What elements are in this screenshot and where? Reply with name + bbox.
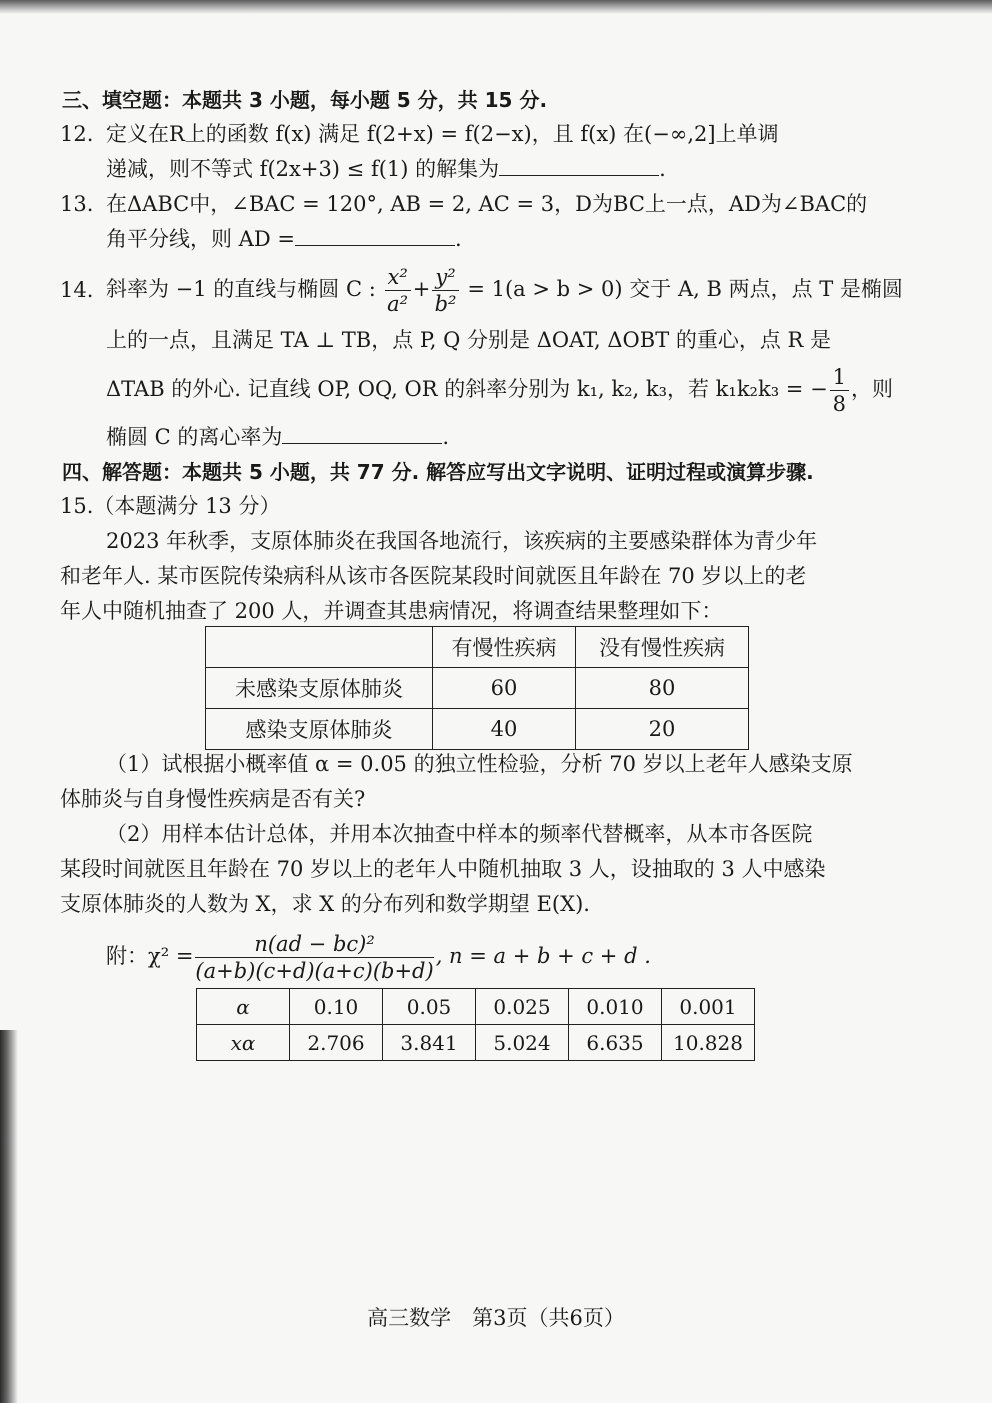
table-header-cell: 没有慢性疾病 [576, 627, 749, 668]
q15-sub2-line2: 某段时间就医且年龄在 70 岁以上的老年人中随机抽取 3 人，设抽取的 3 人中感染 [60, 857, 826, 881]
chi-num: n(ad − bc)² [195, 931, 433, 958]
critical-value-cell: 10.828 [662, 1025, 755, 1061]
q14-number: 14. [60, 278, 94, 302]
scan-left-edge [0, 1030, 18, 1403]
q12-line2 [106, 155, 666, 183]
alpha-cell: 0.010 [569, 989, 662, 1025]
q12-line1: 定义在R上的函数 f(x) 满足 f(2+x) = f(2−x)，且 f(x) 在(−∞,2]上单调 [106, 122, 779, 146]
q14-line1-post: = 1(a > b > 0) 交于 A, B 两点，点 T 是椭圆 [467, 277, 903, 301]
alpha-cell: 0.10 [290, 989, 383, 1025]
q15-para-line1: 2023 年秋季，支原体肺炎在我国各地流行，该疾病的主要感染群体为青少年 [106, 529, 818, 553]
q13-answer-blank[interactable] [295, 227, 455, 246]
q14-answer-blank[interactable] [282, 425, 442, 444]
critical-value-cell: 3.841 [383, 1025, 476, 1061]
q12-number: 12. [60, 122, 94, 146]
appendix-prefix: 附：χ² = [106, 944, 194, 968]
page-footer: 高三数学 第3页（共6页） [367, 1306, 625, 1330]
alpha-cell: 0.001 [662, 989, 755, 1025]
one-eighth-fraction [830, 364, 849, 417]
q14-period: . [442, 425, 450, 449]
frac1-num: x² [385, 264, 411, 291]
table-cell: 60 [433, 668, 576, 709]
plus-sign: + [412, 277, 431, 301]
q13-period: . [454, 227, 462, 251]
table-cell: 40 [433, 709, 576, 750]
section4-heading: 四、解答题：本题共 5 小题，共 77 分. 解答应写出文字说明、证明过程或演算步骤. [62, 460, 814, 484]
q15-para-line2: 和老年人. 某市医院传染病科从该市各医院某段时间就医且年龄在 70 岁以上的老 [60, 564, 807, 588]
critical-value-cell: 6.635 [569, 1025, 662, 1061]
section3-heading: 三、填空题：本题共 3 小题，每小题 5 分，共 15 分. [62, 88, 548, 112]
q15-sub1-line1: （1）试根据小概率值 α = 0.05 的独立性检验，分析 70 岁以上老年人感染支原 [106, 752, 853, 776]
q13-line2 [106, 225, 462, 253]
frac2-den: b² [434, 292, 457, 316]
contingency-table [205, 626, 749, 750]
q12-line2-text: 递减，则不等式 f(2x+3) ≤ f(1) 的解集为 [106, 157, 500, 181]
critical-value-row [197, 1025, 755, 1061]
appendix-suffix: , n = a + b + c + d . [435, 944, 651, 968]
table-row [206, 668, 749, 709]
q13-line2-text: 角平分线，则 AD = [106, 227, 295, 251]
q14-line3-pre: ΔTAB 的外心. 记直线 OP, OQ, OR 的斜率分别为 k₁, k₂, k₃，若 k₁k₂k₃ = − [106, 377, 828, 401]
q12-period: . [659, 157, 666, 181]
frac3-num: 1 [830, 364, 849, 391]
q15-para-line3: 年人中随机抽查了 200 人，并调查其患病情况，将调查结果整理如下： [60, 599, 723, 623]
alpha-row [197, 989, 755, 1025]
q14-line1-pre: 斜率为 −1 的直线与椭圆 C : [106, 277, 376, 301]
table-cell: 80 [576, 668, 749, 709]
q12-answer-blank[interactable] [499, 157, 659, 176]
table-cell: 未感染支原体肺炎 [206, 668, 433, 709]
table-row [206, 709, 749, 750]
q14-line4-text: 椭圆 C 的离心率为 [106, 425, 283, 449]
table-header-cell [206, 627, 433, 668]
chi-square-fraction [195, 931, 433, 984]
q14-line3 [106, 358, 893, 420]
q15-number: 15.（本题满分 13 分） [60, 494, 281, 518]
chi-den: (a+b)(c+d)(a+c)(b+d) [195, 959, 434, 983]
critical-value-cell: 2.706 [290, 1025, 383, 1061]
q14-line4 [106, 423, 449, 451]
ellipse-y-fraction [432, 264, 458, 317]
q15-sub2-line3: 支原体肺炎的人数为 X，求 X 的分布列和数学期望 E(X). [60, 892, 590, 916]
scan-top-shadow [0, 0, 992, 14]
frac1-den: a² [387, 292, 409, 316]
q13-line1: 在ΔABC中，∠BAC = 120°, AB = 2, AC = 3，D为BC上一点，AD为∠BAC的 [106, 192, 868, 216]
critical-value-cell: 5.024 [476, 1025, 569, 1061]
frac3-den: 8 [832, 392, 847, 416]
q15-sub1-line2: 体肺炎与自身慢性疾病是否有关? [60, 787, 366, 811]
frac2-num: y² [432, 264, 458, 291]
table-header-row [206, 627, 749, 668]
alpha-critical-table [196, 988, 755, 1061]
ellipse-x-fraction [385, 264, 411, 317]
table-cell: 20 [576, 709, 749, 750]
q14-line1 [106, 258, 903, 320]
table-cell: 感染支原体肺炎 [206, 709, 433, 750]
appendix-formula [106, 925, 651, 987]
q13-number: 13. [60, 192, 94, 216]
alpha-cell: 0.025 [476, 989, 569, 1025]
table-header-cell: 有慢性疾病 [433, 627, 576, 668]
critical-value-cell: xα [197, 1025, 290, 1061]
q14-line3-post: ，则 [851, 377, 894, 401]
q14-line2: 上的一点，且满足 TA ⊥ TB，点 P, Q 分别是 ΔOAT, ΔOBT 的重心，点 R 是 [106, 328, 832, 352]
alpha-cell: α [197, 989, 290, 1025]
q15-sub2-line1: （2）用样本估计总体，并用本次抽查中样本的频率代替概率，从本市各医院 [106, 822, 813, 846]
alpha-cell: 0.05 [383, 989, 476, 1025]
